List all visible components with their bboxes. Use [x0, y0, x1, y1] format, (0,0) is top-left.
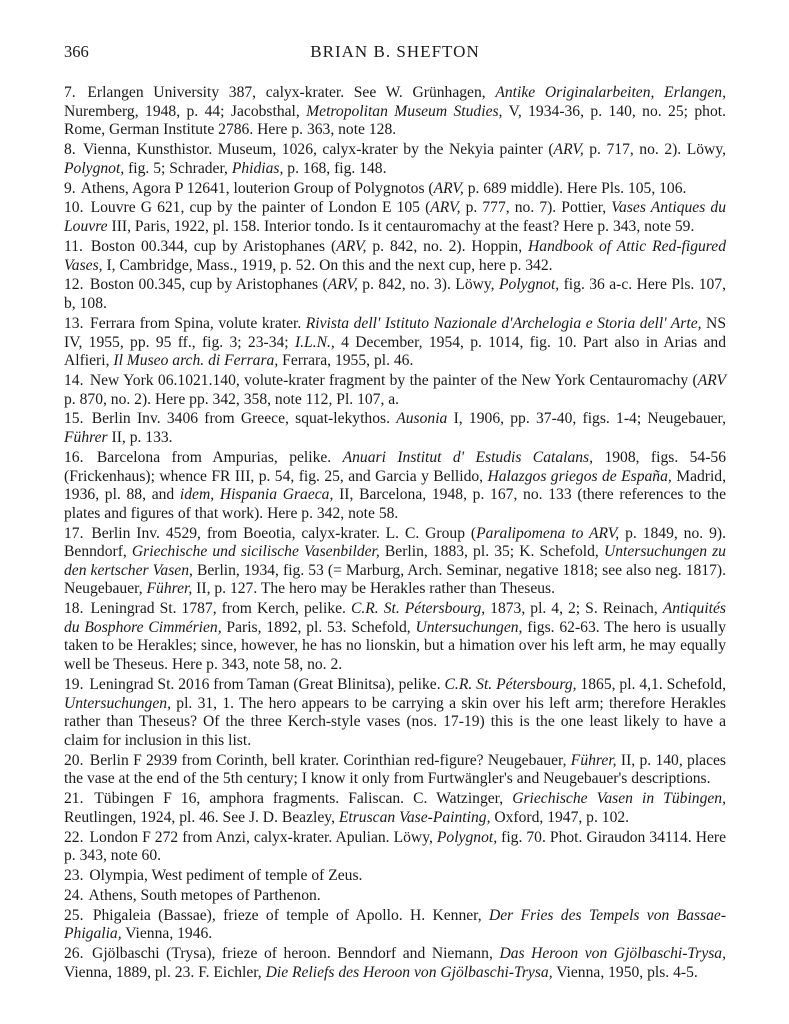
entry-text: Reutlingen, 1924, pl. 46. See J. D. Beazley,	[64, 808, 339, 826]
entry-text: Leningrad St. 2016 from Taman (Great Blinitsa), pelike.	[85, 675, 445, 693]
entry-italic-text: Polygnot,	[499, 276, 560, 294]
entry-text: New York 06.1021.140, volute-krater fragment by the painter of the New York Centauromachy (	[85, 371, 698, 389]
entry-italic-text: Griechische und sicilische Vasenbilder,	[131, 543, 380, 561]
entry-text: 1865, pl. 4,1. Schefold,	[576, 675, 726, 693]
entry-italic-text: ARV,	[336, 237, 367, 255]
catalogue-entry	[64, 945, 726, 982]
catalogue-list	[64, 84, 726, 983]
entry-text: p. 870, no. 2). Here pp. 342, 358, note 112, Pl. 107, a.	[64, 390, 400, 408]
entry-italic-text: Der Fries des Tempels von Bassae-Phigalia,	[64, 906, 727, 943]
catalogue-entry	[64, 238, 726, 275]
entry-italic-text: Untersuchungen,	[64, 694, 171, 712]
entry-text: fig. 5; Schrader,	[124, 159, 232, 177]
entry-italic-text: Die Reliefs des Heroon von Gjölbaschi-Trysa,	[265, 963, 553, 981]
entry-number: 24.	[64, 886, 84, 904]
entry-text: II, p. 133.	[107, 429, 173, 447]
entry-italic-text: Phidias,	[231, 159, 284, 177]
entry-text: II, p. 140, places the vase at the end of the 5th century; I know it only from Furtwängler's and Neugebauer's descriptions.	[64, 751, 726, 788]
entry-number: 11.	[64, 237, 83, 255]
entry-italic-text: idem, Hispania Graeca,	[179, 486, 334, 504]
catalogue-entry	[64, 752, 726, 789]
entry-italic-text: Antiquités du Bosphore Cimmérien,	[64, 600, 726, 636]
entry-text: NS IV, 1955, pp. 95 ff., fig. 3; 23-34;	[64, 314, 726, 351]
entry-text: Madrid, 1936, pl. 88, and	[64, 467, 727, 504]
entry-italic-text: Führer,	[146, 580, 193, 598]
entry-text: Paris, 1892, pl. 53. Schefold,	[221, 618, 416, 636]
catalogue-entry	[64, 676, 726, 750]
entry-text: V, 1934-36, p. 140, no. 25; phot. Rome, German Institute 2786. Here p. 363, note 128.	[64, 102, 726, 139]
entry-italic-text: ARV,	[327, 276, 358, 294]
catalogue-entry	[64, 449, 726, 523]
entry-italic-text: Untersuchungen,	[415, 618, 523, 636]
entry-text: Erlangen University 387, calyx-krater. See W. Grünhagen,	[77, 84, 496, 101]
entry-text: Vienna, 1946.	[121, 925, 213, 943]
entry-text: Ferrara, 1955, pl. 46.	[278, 352, 414, 370]
entry-text: II, Barcelona, 1948, p. 167, no. 133 (there references to the plates and figures of that work). Here p. 342, note 58.	[64, 486, 727, 522]
entry-italic-text: Antike Originalarbeiten, Erlangen,	[495, 84, 726, 101]
running-head: BRIAN B. SHEFTON	[310, 42, 480, 61]
entry-text: I, 1906, pp. 37-40, figs. 1-4; Neugebauer,	[447, 410, 727, 428]
entry-number: 22.	[64, 828, 84, 846]
entry-text: III, Paris, 1922, pl. 158. Interior tondo. Is it centauromachy at the feast? Here p. 343, note 59.	[107, 218, 695, 236]
catalogue-entry	[64, 141, 726, 178]
entry-text: Louvre G 621, cup by the painter of London E 105 (	[85, 199, 431, 217]
entry-number: 13.	[64, 314, 84, 332]
entry-text: I, Cambridge, Mass., 1919, p. 52. On this and the next cup, here p. 342.	[102, 256, 553, 274]
entry-text: p. 842, no. 3). Löwy,	[357, 276, 499, 294]
entry-text: Phigaleia (Bassae), frieze of temple of Apollo. H. Kenner,	[85, 906, 489, 924]
entry-italic-text: Metropolitan Museum Studies,	[306, 102, 503, 120]
catalogue-entry	[64, 887, 726, 906]
entry-number: 15.	[64, 410, 84, 428]
entry-italic-text: I.L.N.,	[294, 333, 335, 351]
entry-text: Berlin, 1883, pl. 35; K. Schefold,	[379, 543, 604, 561]
entry-text: Athens, Agora P 12641, louterion Group of Polygnotos (	[77, 179, 434, 197]
entry-italic-text: ARV,	[430, 199, 461, 217]
catalogue-entry	[64, 829, 726, 866]
catalogue-entry	[64, 315, 726, 371]
catalogue-entry	[64, 180, 726, 199]
entry-italic-text: Führer,	[570, 751, 617, 769]
entry-text: 1908, figs. 54-56 (Frickenhaus); whence FR III, p. 54, fig. 25, and Garcia y Bellido,	[64, 448, 727, 485]
entry-text: p. 777, no. 7). Pottier,	[460, 199, 612, 217]
entry-text: pl. 31, 1. The hero appears to be carrying a skin over his left arm; therefore Herakles rather than Theseus? Of the three Kerch-style vases (nos. 17-19) this is the one least likely to have a claim for inclusion in this list.	[64, 694, 726, 749]
entry-italic-text: Anuari Institut d' Estudis Catalans,	[342, 448, 594, 466]
entry-text: Oxford, 1947, p. 102.	[490, 808, 630, 826]
entry-text: Gjölbaschi (Trysa), frieze of heroon. Benndorf and Niemann,	[85, 945, 500, 963]
entry-text: p. 1849, no. 9). Benndorf,	[64, 524, 726, 561]
entry-number: 21.	[64, 790, 84, 808]
entry-text: figs. 62-63. The hero is usually taken to be Herakles; since, however, he has no lionskin, but a himation over his left arm, he may equally well be Theseus. Here p. 343, note 58, no. 2.	[64, 618, 727, 674]
entry-number: 12.	[64, 276, 84, 294]
entry-number: 26.	[64, 945, 84, 963]
catalogue-entry	[64, 410, 726, 447]
entry-text: p. 689 middle). Here Pls. 105, 106.	[463, 179, 687, 197]
entry-italic-text: Halazgos griegos de España,	[487, 467, 672, 485]
entry-italic-text: Polygnot,	[436, 828, 498, 846]
entry-italic-text: Vases Antiques du Louvre	[64, 199, 726, 236]
page-header	[64, 42, 726, 66]
entry-text: London F 272 from Anzi, calyx-krater. Apulian. Löwy,	[85, 828, 437, 846]
entry-text: Ferrara from Spina, volute krater.	[85, 314, 306, 332]
entry-italic-text: Ausonia	[396, 410, 448, 428]
catalogue-entry	[64, 525, 726, 599]
entry-text: Vienna, 1950, pls. 4-5.	[552, 963, 698, 981]
entry-number: 18.	[64, 600, 84, 618]
entry-number: 9.	[64, 179, 76, 197]
entry-italic-text: C.R. St. Pétersbourg,	[350, 600, 486, 618]
catalogue-entry	[64, 84, 726, 140]
entry-number: 7.	[64, 84, 76, 101]
entry-text: Barcelona from Ampurias, pelike.	[85, 448, 343, 466]
entry-text: fig. 70. Phot. Giraudon 34114. Here p. 343, note 60.	[64, 828, 726, 865]
entry-text: Berlin Inv. 4529, from Boeotia, calyx-krater. L. C. Group (	[85, 524, 477, 542]
catalogue-entry	[64, 372, 726, 409]
page-number: 366	[64, 42, 89, 61]
entry-text: Vienna, 1889, pl. 23. F. Eichler,	[64, 963, 266, 981]
entry-text: Leningrad St. 1787, from Kerch, pelike.	[85, 600, 351, 618]
entry-italic-text: Führer	[64, 429, 108, 447]
catalogue-entry	[64, 907, 726, 944]
entry-text: Boston 00.344, cup by Aristophanes (	[84, 237, 337, 255]
entry-text: Athens, South metopes of Parthenon.	[85, 886, 321, 904]
entry-italic-text: Etruscan Vase-Painting,	[338, 808, 491, 826]
entry-number: 23.	[64, 867, 84, 885]
entry-italic-text: ARV	[697, 371, 726, 389]
entry-text: Boston 00.345, cup by Aristophanes (	[85, 276, 328, 294]
entry-text: Nuremberg, 1948, p. 44; Jacobsthal,	[64, 102, 307, 120]
entry-number: 25.	[64, 906, 84, 924]
entry-text: fig. 36 a-c. Here Pls. 107, b, 108.	[64, 276, 726, 313]
entry-italic-text: ARV,	[553, 141, 584, 159]
entry-italic-text: Polygnot,	[64, 159, 125, 177]
entry-text: Berlin, 1934, fig. 53 (= Marburg, Arch. Seminar, negative 1818; see also neg. 1817). Neugebauer,	[64, 561, 726, 598]
entry-text: 4 December, 1954, p. 1014, fig. 10. Part also in Arias and Alfieri,	[64, 333, 727, 370]
entry-italic-text: ARV,	[433, 179, 464, 197]
entry-italic-text: Untersuchungen zu den kertscher Vasen,	[64, 543, 726, 579]
entry-number: 16.	[64, 448, 84, 466]
entry-text: Olympia, West pediment of temple of Zeus.	[85, 867, 363, 885]
entry-italic-text: Handbook of Attic Red-figured Vases,	[64, 237, 727, 274]
entry-number: 14.	[64, 371, 84, 389]
entry-italic-text: C.R. St. Pétersbourg,	[444, 675, 577, 693]
entry-number: 17.	[64, 524, 84, 542]
entry-text: Berlin F 2939 from Corinth, bell krater. Corinthian red-figure? Neugebauer,	[85, 751, 571, 769]
catalogue-entry	[64, 199, 726, 236]
entry-italic-text: Rivista dell' Istituto Nazionale d'Archelogia e Storia dell' Arte,	[305, 314, 702, 332]
entry-number: 20.	[64, 751, 84, 769]
entry-text: p. 842, no. 2). Hoppin,	[366, 237, 529, 255]
entry-text: Berlin Inv. 3406 from Greece, squat-lekythos.	[85, 410, 397, 428]
entry-italic-text: Griechische Vasen in Tübingen,	[512, 790, 726, 808]
entry-text: p. 168, fig. 148.	[283, 159, 387, 177]
catalogue-entry	[64, 276, 726, 313]
entry-number: 10.	[64, 199, 84, 217]
catalogue-entry	[64, 600, 726, 674]
entry-number: 8.	[64, 141, 76, 159]
entry-text: p. 717, no. 2). Löwy,	[583, 141, 726, 159]
entry-text: Tübingen F 16, amphora fragments. Faliscan. C. Watzinger,	[85, 790, 513, 808]
entry-text: 1873, pl. 4, 2; S. Reinach,	[485, 600, 663, 618]
entry-italic-text: Paralipomena to ARV,	[476, 524, 620, 542]
entry-italic-text: Das Heroon von Gjölbaschi-Trysa,	[499, 945, 726, 963]
entry-text: II, p. 127. The hero may be Herakles rather than Theseus.	[192, 580, 556, 598]
catalogue-entry	[64, 867, 726, 886]
entry-italic-text: Il Museo arch. di Ferrara,	[113, 352, 279, 370]
entry-text: Vienna, Kunsthistor. Museum, 1026, calyx-krater by the Nekyia painter (	[77, 141, 554, 159]
entry-number: 19.	[64, 675, 84, 693]
catalogue-entry	[64, 790, 726, 827]
